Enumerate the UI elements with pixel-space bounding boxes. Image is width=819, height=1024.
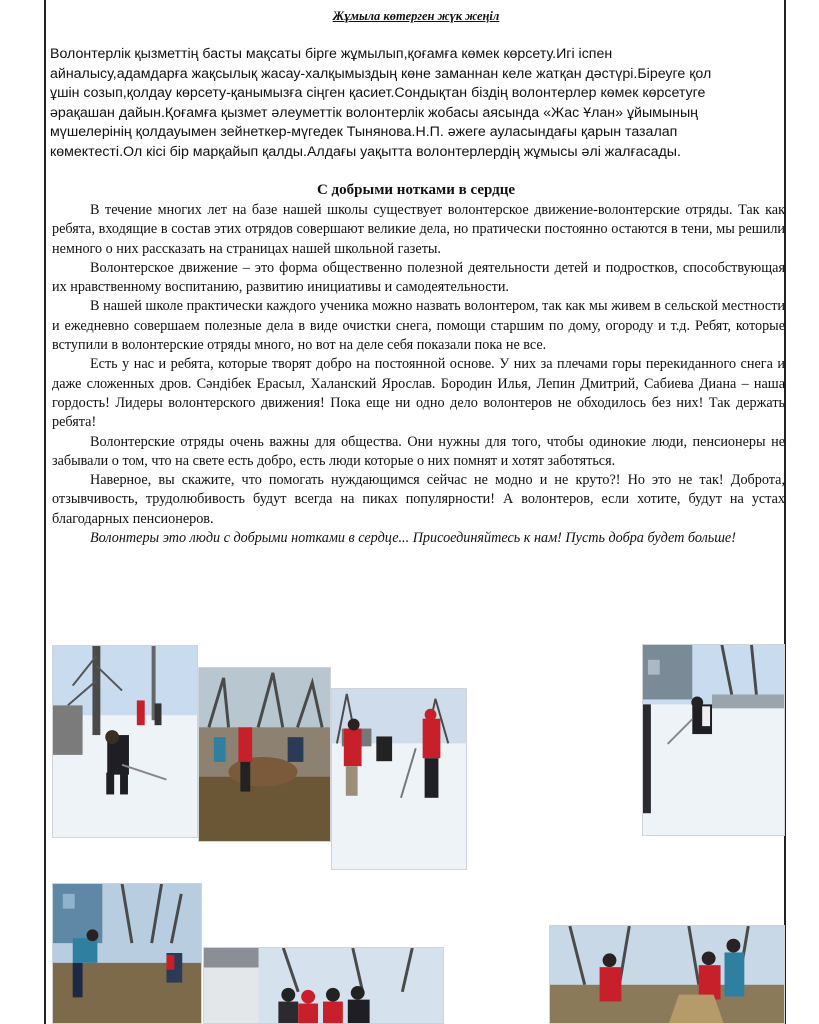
kazakh-article-title: Жұмыла көтерген жүк жеңіл: [332, 9, 500, 23]
photo-snow-shoveling-2: [331, 688, 467, 870]
paragraph: Волонтерское движение – это форма общественно полезной деятельности детей и подростков, способствующая их нравственному воспитанию, развитию инициативы и самодеятельности.: [52, 259, 785, 296]
photo-leaf-raking: [549, 925, 785, 1024]
closing-line: Волонтеры это люди с добрыми нотками в сердце... Присоединяйтесь к нам! Пусть добра будет больше!: [90, 530, 736, 547]
russian-article-title: С добрыми нотками в сердце: [316, 182, 516, 198]
photo-snow-shoveling-1: [52, 645, 198, 838]
paragraph: В течение многих лет на базе нашей школы существует волонтерское движение-волонтерские отряды. Так как ребята, входящие в состав этих отрядов совершают великие дела, но пратически постоянно остаются в тени, мы решили немного о них рассказать на страницах нашей школьной газеты.: [52, 202, 785, 257]
photo-firewood-stacking: [198, 667, 331, 842]
paragraph: Волонтерские отряды очень важны для общества. Они нужны для того, чтобы одинокие люди, пенсионеры не забывали о том, что на свете есть добро, есть люди которые о них помнят и хотят заботяться.: [52, 433, 785, 469]
paragraph: Есть у нас и ребята, которые творят добро на постоянной основе. У них за плечами горы перекиданного снега и даже сложенных дров. Сәндібек Ерасыл, Халанский Ярослав. Бородин Илья, Лепин Дмитрий, Сабиева Диана – наша гордость! Лидеры волонтерского движения! Пока еще ни одно дело волонтеров не обходилось без них! Так держать ребята!: [52, 356, 785, 431]
paragraph: Наверное, вы скажите, что помогать нуждающимся сейчас не модно и не круто?! Но это не так! Доброта, отзывчивость, трудолюбивость будут всегда на пиках популярности! А волонтеров, если хотите, будут на устах благодарных пенсионеров.: [52, 472, 785, 527]
russian-article-body: [52, 201, 785, 548]
photo-yard-cleanup: [52, 883, 202, 1024]
kazakh-article-text: Волонтерлік қызметтің басты мақсаты бірге жұмылып,қоғамға көмек көрсету.Игі іспен айналысу,адамдарға жақсылық жасау-халқымыздың көне заманнан келе жатқан дәстүрі.Біреуге қол ұшін созып,қолдау көрсету-қанымызға сіңген қасиет.Сондықтан біздің волонтерлер көмек көрсетуге әрақашан дайын.Қоғамға қызмет әлеуметтік волонтерлік жобасы аясында «Жас Ұлан» ұйымының мүшелерінің қолдауымен зейнеткер-мүгедек Тынянова.Н.П. әжеге ауласындағы қарын тазалап көмектесті.Ол кісі бір марқайып қалды.Алдағы уақытта волонтерлердің жұмысы әлі жалғасады.: [50, 46, 712, 160]
photo-group-volunteers: [203, 947, 444, 1024]
photo-snow-shoveling-3: [642, 644, 785, 836]
paragraph: В нашей школе практически каждого ученика можно назвать волонтером, так как мы живем в сельской местности и ежедневно совершаем полезные дела в виде очистки снега, помощи старшим по дому, огороду и т.д. Ребят, которые вступили в волонтерские отряды много, но вот на деле себя показали пока не все.: [52, 298, 785, 354]
